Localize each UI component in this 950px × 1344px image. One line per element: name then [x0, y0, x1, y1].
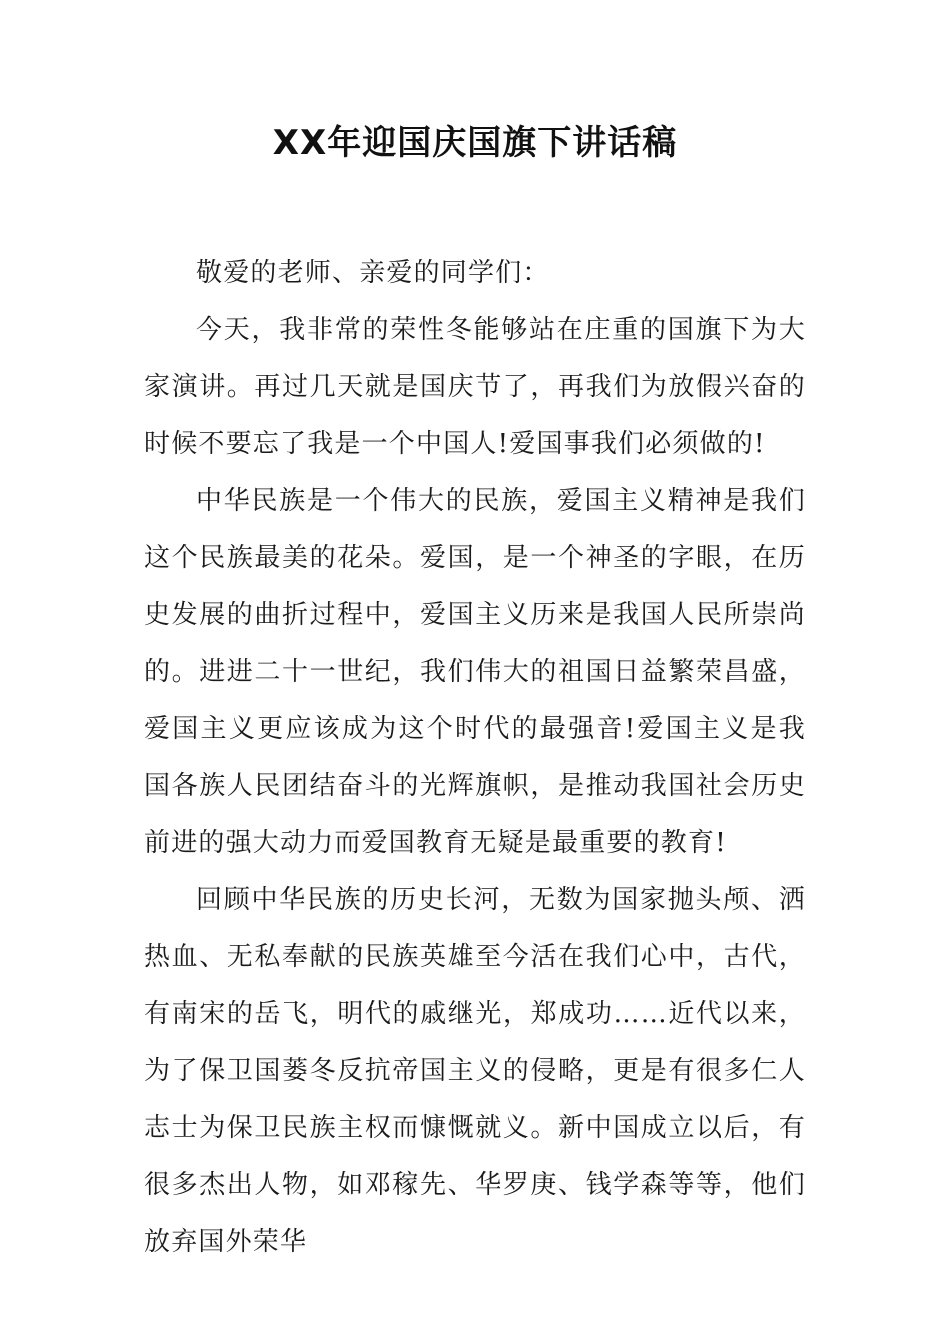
paragraph: 今天，我非常的荣性冬能够站在庄重的国旗下为大家演讲。再过几天就是国庆节了，再我们为放假兴奋的时候不要忘了我是一个中国人!爱国事我们必须做的!	[144, 315, 806, 459]
document-title: XX年迎国庆国旗下讲话稿	[272, 123, 678, 163]
paragraph: 回顾中华民族的历史长河，无数为国家抛头颅、洒热血、无私奉献的民族英雄至今活在我们心中，古代，有南宋的岳飞，明代的戚继光，郑成功……近代以来，为了保卫国蒌冬反抗帝国主义的侵略，更是有很多仁人志士为保卫民族主权而慷慨就义。新中国成立以后，有很多杰出人物，如邓稼先、华罗庚、钱学森等等，他们放弃国外荣华	[144, 885, 806, 1257]
document-body	[144, 245, 806, 1271]
paragraph-salutation: 敬爱的老师、亲爱的同学们：	[196, 258, 550, 288]
paragraph: 中华民族是一个伟大的民族，爱国主义精神是我们这个民族最美的花朵。爱国，是一个神圣的字眼，在历史发展的曲折过程中，爱国主义历来是我国人民所崇尚的。进进二十一世纪，我们伟大的祖国日益繁荣昌盛，爱国主义更应该成为这个时代的最强音!爱国主义是我国各族人民团结奋斗的光辉旗帜，是推动我国社会历史前进的强大动力而爱国教育无疑是最重要的教育!	[144, 486, 806, 858]
